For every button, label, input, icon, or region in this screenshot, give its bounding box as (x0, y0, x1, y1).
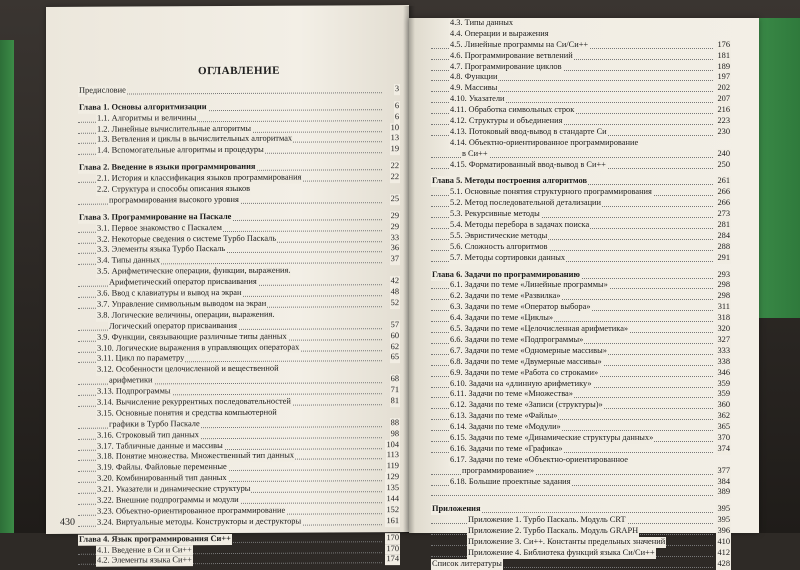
toc-entry (431, 83, 731, 94)
toc-entry-title: программирования высокого уровня (108, 195, 240, 207)
toc-entry (431, 127, 731, 138)
toc-right (431, 18, 731, 570)
toc-entry-title: Предисловие (78, 85, 127, 96)
toc-entry (431, 526, 731, 537)
toc-entry-page: 60 (390, 331, 400, 342)
toc-entry-title: 6.15. Задачи по теме «Динамические структуры данных» (449, 433, 654, 444)
toc-entry (431, 209, 731, 220)
toc-entry-page: 135 (385, 483, 400, 494)
toc-entry-page: 33 (390, 233, 400, 244)
toc-entry-title: 3.24. Виртуальные методы. Конструкторы и деструкторы (96, 516, 302, 528)
toc-entry-page: 395 (716, 515, 731, 526)
toc-entry-page: 170 (385, 533, 400, 544)
toc-entry-title: 6.10. Задачи на «длинную арифметику» (449, 379, 593, 390)
toc-entry (431, 51, 731, 62)
toc-entry-title: 6.9. Задачи по теме «Работа со строками» (449, 368, 599, 379)
toc-entry (431, 537, 731, 548)
toc-entry-page: 62 (390, 342, 400, 353)
toc-entry-title: 6.4. Задачи по теме «Циклы» (449, 313, 554, 324)
toc-entry-title: 4.9. Массивы (449, 83, 498, 94)
toc-entry-page: 65 (390, 352, 400, 363)
toc-entry-title: Список литературы (431, 559, 503, 570)
toc-left-rows (78, 84, 400, 567)
toc-entry-page: 410 (716, 537, 731, 548)
toc-entry-page: 81 (390, 396, 400, 407)
toc-entry-page: 29 (390, 211, 400, 222)
toc-entry (431, 94, 731, 105)
toc-entry-page: 320 (716, 324, 731, 335)
toc-entry-title: 6.14. Задачи по теме «Модули» (449, 422, 562, 433)
toc-entry (431, 559, 731, 570)
toc-right-rows (431, 18, 731, 570)
toc-entry-title: 3.16. Строковый тип данных (96, 430, 200, 441)
toc-entry-title: 3.4. Типы данных (96, 256, 161, 267)
toc-entry (431, 160, 731, 171)
toc-entry-page: 119 (386, 461, 400, 472)
toc-entry-page: 240 (716, 149, 731, 160)
toc-entry-page: 161 (385, 516, 400, 527)
toc-entry-title: 4.14. Объектно-ориентированное программирование (449, 138, 639, 149)
toc-entry-page: 230 (716, 127, 731, 138)
toc-entry-page: 311 (717, 302, 731, 313)
toc-entry-page: 333 (716, 346, 731, 357)
toc-entry-page: 98 (390, 429, 400, 440)
right-page (409, 18, 759, 533)
toc-entry-title: 3.9. Функции, связывающие различные типы данных (96, 331, 288, 343)
toc-entry-page: 197 (716, 72, 731, 83)
toc-entry-page: 207 (716, 94, 731, 105)
toc-entry-title: 6.16. Задачи по теме «Графика» (449, 444, 564, 455)
toc-entry-page: 170 (385, 544, 400, 555)
toc-entry-title: Глава 6. Задачи по программированию (431, 270, 581, 281)
toc-entry (431, 270, 731, 281)
toc-entry (431, 313, 731, 324)
toc-entry-title: 6.1. Задачи по теме «Линейные программы» (449, 280, 609, 291)
toc-entry (431, 368, 731, 379)
toc-entry (431, 138, 731, 149)
toc-entry-page: 88 (390, 418, 400, 429)
toc-entry-page: 22 (390, 161, 400, 172)
toc-entry (431, 466, 731, 477)
toc-entry-page: 22 (390, 172, 400, 183)
toc-entry-page: 338 (716, 357, 731, 368)
toc-entry (431, 379, 731, 390)
toc-entry-title: 3.18. Понятие множества. Множественный тип данных (96, 451, 295, 463)
toc-entry-page: 412 (716, 548, 731, 559)
toc-entry (431, 116, 731, 127)
toc-entry (431, 220, 731, 231)
toc-entry-page: 298 (716, 291, 731, 302)
toc-entry-title: 6.7. Задачи по теме «Одномерные массивы» (449, 346, 608, 357)
toc-entry-page: 384 (716, 477, 731, 488)
toc-entry-title: в Си++ (461, 149, 489, 160)
toc-entry-title: 4.13. Потоковый ввод-вывод в стандарте Си (449, 127, 608, 138)
toc-entry-title: 2.2. Структура и способы описания языков (96, 184, 251, 196)
toc-entry (431, 324, 731, 335)
toc-entry-title: Глава 2. Введение в языки программирования (78, 162, 256, 174)
toc-entry-title: Глава 5. Методы построения алгоритмов (431, 176, 588, 187)
toc-entry-title: 3.3. Элементы языка Турбо Паскаль (96, 244, 226, 256)
toc-entry-title: 3.17. Табличные данные и массивы (96, 441, 224, 453)
toc-entry-title: Приложение 1. Турбо Паскаль. Модуль CRT (467, 515, 627, 526)
toc-entry-title: 4.2. Элементы языка Си++ (96, 556, 193, 567)
toc-entry-page: 362 (716, 411, 731, 422)
toc-title: ОГЛАВЛЕНИЕ (78, 65, 400, 78)
toc-entry-title: 3.22. Внешние подпрограммы и модули (96, 495, 240, 507)
toc-entry-title: 3.1. Первое знакомство с Паскалем (96, 223, 223, 235)
toc-entry-title: 3.6. Ввод с клавиатуры и вывод на экран (96, 288, 243, 300)
toc-entry-page: 288 (716, 242, 731, 253)
toc-entry-title: 1.1. Алгоритмы и величины (96, 113, 197, 124)
toc-entry-page: 176 (716, 40, 731, 51)
toc-entry (431, 198, 731, 209)
toc-entry-page: 428 (716, 559, 731, 570)
toc-entry-page: 48 (390, 287, 400, 298)
toc-entry-title: 1.4. Вспомогательные алгоритмы и процедуры (96, 145, 265, 157)
toc-entry (431, 176, 731, 187)
toc-entry (431, 302, 731, 313)
toc-entry-page: 37 (390, 254, 400, 265)
toc-entry-title: 6.8. Задачи по теме «Двумерные массивы» (449, 357, 603, 368)
toc-entry-page: 365 (716, 422, 731, 433)
toc-entry-page: 281 (716, 220, 731, 231)
toc-entry-title: 6.3. Задачи по теме «Оператор выбора» (449, 302, 592, 313)
toc-entry-title: Глава 4. Язык программирования Си++ (78, 534, 232, 546)
toc-entry (431, 242, 731, 253)
toc-entry-title: 3.13. Подпрограммы (96, 386, 172, 397)
toc-entry (431, 433, 731, 444)
toc-entry-title: 6.17. Задачи по теме «Объектно-ориентированное (449, 455, 629, 466)
toc-entry-title: 5.5. Эвристические методы (449, 231, 548, 242)
toc-entry-title: 3.19. Файлы. Файловые переменные (96, 462, 228, 474)
toc-entry (431, 515, 731, 526)
toc-entry-title: 4.3. Типы данных (449, 18, 514, 29)
toc-entry (78, 144, 400, 157)
toc-entry-title: 3.10. Логические выражения в управляющих операторах (96, 342, 300, 354)
toc-entry-page: 189 (716, 62, 731, 73)
toc-entry (431, 253, 731, 264)
toc-entry-title: 3.5. Арифметические операции, функции, выражения. (96, 266, 291, 278)
toc-entry (431, 548, 731, 559)
toc-entry (431, 29, 731, 40)
toc-entry-title: 4.15. Форматированный ввод-вывод в Си++ (449, 160, 607, 171)
toc-entry-title: 3.2. Некоторые сведения о системе Турбо Паскаль (96, 233, 277, 245)
toc-entry-page: 129 (385, 472, 400, 483)
toc-entry-title: 4.11. Обработка символьных строк (449, 105, 575, 116)
toc-entry-page: 284 (716, 231, 731, 242)
toc-entry (78, 516, 400, 529)
toc-entry-page: 42 (390, 276, 400, 287)
toc-entry-title: 5.4. Методы перебора в задачах поиска (449, 220, 590, 231)
book-cover-left (0, 40, 14, 533)
toc-entry-page: 3 (394, 84, 400, 95)
toc-entry-title: программирование» (461, 466, 535, 477)
toc-entry-title: Логический оператор присваивания (108, 321, 238, 333)
toc-entry (431, 40, 731, 51)
toc-entry-page: 327 (716, 335, 731, 346)
toc-entry-page: 273 (716, 209, 731, 220)
toc-entry-title: 5.3. Рекурсивные методы (449, 209, 541, 220)
toc-entry-title: 2.1. История и классификация языков программирования (96, 173, 302, 185)
toc-entry (431, 149, 731, 160)
toc-entry-page: 144 (385, 494, 400, 505)
toc-entry-title: 4.8. Функции (449, 72, 498, 83)
toc-entry-title: Приложения (431, 504, 482, 515)
toc-entry (431, 72, 731, 83)
toc-entry-title: Арифметический оператор присваивания (108, 277, 258, 289)
toc-entry-page: 25 (390, 194, 400, 205)
toc-entry-title: 6.11. Задачи по теме «Множества» (449, 389, 574, 400)
toc-entry-page: 359 (716, 379, 731, 390)
toc-entry (431, 504, 731, 515)
toc-entry-page: 52 (390, 298, 400, 309)
toc-entry-title: Приложение 4. Библиотека функций языка Си/Си++ (467, 548, 656, 559)
toc-entry-page: 250 (716, 160, 731, 171)
toc-entry-title: 1.3. Ветвления и циклы в вычислительных алгоритмах (96, 134, 293, 146)
toc-entry-title: 5.2. Метод последовательной детализации (449, 198, 602, 209)
toc-entry (431, 231, 731, 242)
toc-entry-title: 6.6. Задачи по теме «Подпрограммы» (449, 335, 584, 346)
toc-entry-page: 261 (716, 176, 731, 187)
toc-entry (431, 389, 731, 400)
toc-entry-page: 10 (390, 123, 400, 134)
toc-entry (431, 335, 731, 346)
toc-entry-title: 5.7. Методы сортировки данных (449, 253, 566, 264)
toc-entry-page: 13 (390, 134, 400, 145)
toc-entry (431, 62, 731, 73)
toc-entry (431, 422, 731, 433)
toc-entry-page: 57 (390, 320, 400, 331)
toc-entry-page: 113 (386, 451, 400, 462)
toc-entry (431, 187, 731, 198)
toc-entry-title: 4.10. Указатели (449, 94, 506, 105)
toc-entry-title: 6.13. Задачи по теме «Файлы» (449, 411, 558, 422)
toc-entry-title: 5.6. Сложность алгоритмов (449, 242, 549, 253)
toc-entry-page: 291 (716, 253, 731, 264)
toc-entry-title: 1.2. Линейные вычислительные алгоритмы (96, 123, 252, 135)
toc-entry-page: 152 (385, 505, 400, 516)
toc-entry-page: 360 (716, 400, 731, 411)
toc-entry (431, 346, 731, 357)
toc-entry (431, 477, 731, 488)
toc-entry-page: 68 (390, 374, 400, 385)
toc-entry-page: 377 (716, 466, 731, 477)
toc-entry-title: 4.6. Программирование ветвлений (449, 51, 574, 62)
toc-entry-title: 4.12. Структуры и объединения (449, 116, 563, 127)
toc-entry-page: 293 (716, 270, 731, 281)
left-page (46, 5, 409, 534)
toc-entry-page: 374 (716, 444, 731, 455)
toc-entry-title: 6.18. Большие проектные задания (449, 477, 572, 488)
toc-entry (431, 105, 731, 116)
toc-entry (431, 400, 731, 411)
toc-entry-title: Глава 3. Программирование на Паскале (78, 212, 232, 224)
toc-entry (431, 411, 731, 422)
toc-left (78, 65, 400, 567)
toc-entry-page: 346 (716, 368, 731, 379)
toc-entry-page: 266 (716, 198, 731, 209)
toc-entry (431, 357, 731, 368)
toc-entry (431, 444, 731, 455)
toc-entry-title: 4.5. Линейные программы на Си/Си++ (449, 40, 589, 51)
toc-entry-title: Приложение 3. Си++. Константы предельных значений (467, 537, 666, 548)
toc-entry-title: 6.2. Задачи по теме «Развилка» (449, 291, 562, 302)
toc-entry-page: 370 (716, 433, 731, 444)
toc-entry-title: 3.7. Управление символьным выводом на экран (96, 299, 267, 311)
toc-entry-title: Приложение 2. Турбо Паскаль. Модуль GRAPH (467, 526, 639, 537)
toc-entry-title: 3.23. Объектно-ориентированное программирование (96, 506, 286, 518)
toc-entry (431, 280, 731, 291)
toc-entry-page: 396 (716, 526, 731, 537)
toc-entry-page: 6 (394, 112, 400, 123)
toc-entry-page: 71 (390, 385, 400, 396)
toc-entry (78, 194, 400, 207)
toc-entry-title: графики в Турбо Паскале (108, 419, 201, 430)
toc-entry-page: 202 (716, 83, 731, 94)
toc-entry-page: 6 (394, 101, 400, 112)
toc-entry (431, 455, 731, 466)
toc-entry-page: 174 (385, 555, 400, 566)
toc-entry-title: 4.1. Введение в Си и Си++ (96, 545, 193, 556)
toc-entry-page: 216 (716, 105, 731, 116)
toc-entry-title: 3.21. Указатели и динамические структуры (96, 484, 251, 496)
toc-entry (431, 487, 731, 498)
toc-entry-title: 6.5. Задачи по теме «Целочисленная арифметика» (449, 324, 629, 335)
toc-entry-title: 3.11. Цикл по параметру (96, 354, 185, 365)
toc-entry-page: 223 (716, 116, 731, 127)
toc-entry-page: 298 (716, 280, 731, 291)
toc-entry-title: 3.20. Комбинированный тип данных (96, 473, 228, 485)
book-gutter (403, 6, 415, 533)
toc-entry-title: 4.7. Программирование циклов (449, 62, 563, 73)
toc-entry (431, 291, 731, 302)
toc-entry-title: 3.12. Особенности целочисленной и вещественной (96, 364, 280, 376)
toc-entry-title: 3.15. Основные понятия и средства компьютерной (96, 408, 278, 420)
toc-entry-title: Глава 1. Основы алгоритмизации (78, 102, 208, 114)
toc-entry-page: 36 (390, 244, 400, 255)
toc-entry-page: 181 (716, 51, 731, 62)
toc-entry-title: 3.14. Вычисление рекуррентных последовательностей (96, 397, 292, 409)
toc-entry-page: 266 (716, 187, 731, 198)
toc-entry (78, 555, 400, 568)
toc-entry-page: 19 (390, 144, 400, 155)
toc-entry-page: 104 (385, 440, 400, 451)
toc-entry (431, 18, 731, 29)
leader-dots (431, 495, 713, 496)
toc-entry-page: 389 (716, 487, 731, 498)
toc-entry-page: 359 (716, 389, 731, 400)
toc-entry-page: 29 (390, 222, 400, 233)
toc-entry-page: 395 (716, 504, 731, 515)
toc-entry-title: 3.8. Логические величины, операции, выражения. (96, 310, 275, 322)
toc-entry (78, 84, 400, 97)
page-number: 430 (60, 517, 75, 528)
toc-entry-title: 6.12. Задачи по теме «Записи (структуры)» (449, 400, 604, 411)
toc-entry-title: 4.4. Операции и выражения (449, 29, 550, 40)
toc-entry-title: арифметики (108, 376, 154, 387)
toc-entry-title: 5.1. Основные понятия структурного программирования (449, 187, 653, 198)
toc-entry-page: 318 (716, 313, 731, 324)
